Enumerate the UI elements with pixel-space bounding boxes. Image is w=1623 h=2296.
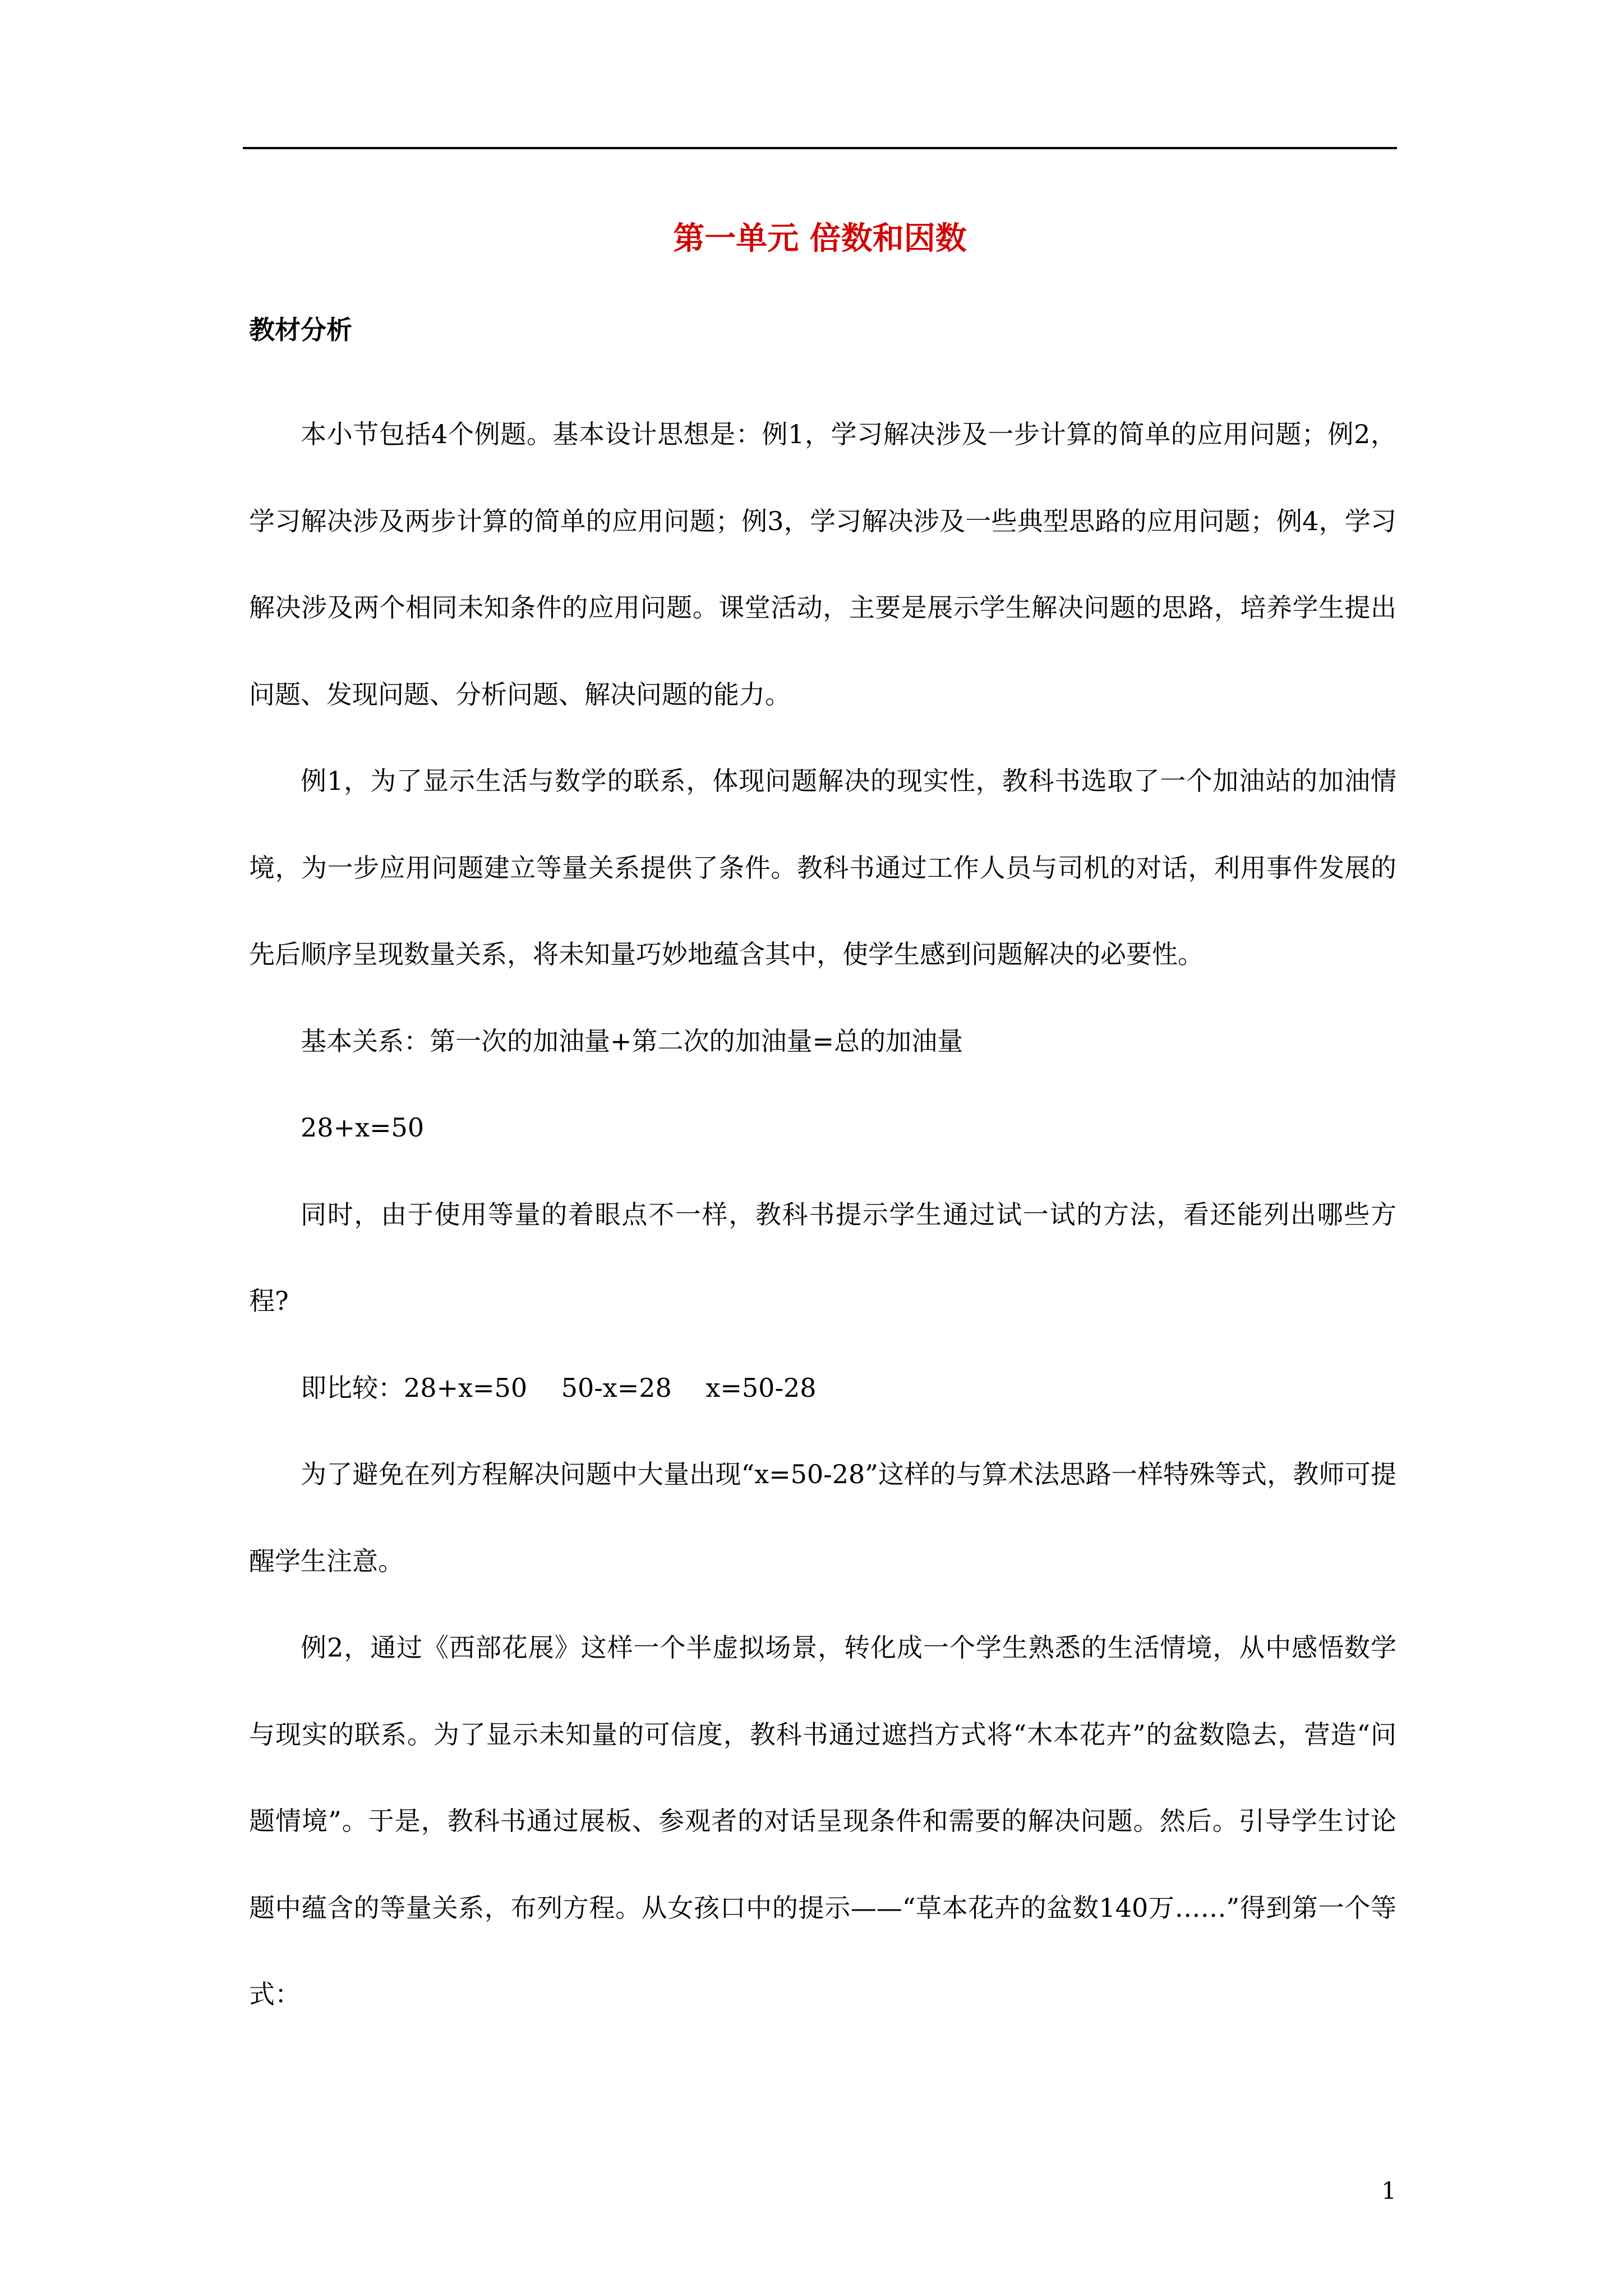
paragraph-example-1: 例1，为了显示生活与数学的联系，体现问题解决的现实性，教科书选取了一个加油站的加油情境，为一步应用问题建立等量关系提供了条件。教科书通过工作人员与司机的对话，利用事件发展的先后顺序呈现数量关系，将未知量巧妙地蕴含其中，使学生感到问题解决的必要性。 (249, 766, 1396, 969)
paragraph-example-2: 例2，通过《西部花展》这样一个半虚拟场景，转化成一个学生熟悉的生活情境，从中感悟数学与现实的联系。为了显示未知量的可信度，教科书通过遮挡方式将“木本花卉”的盆数隐去，营造“问题情境”。于是，教科书通过展板、参观者的对话呈现条件和需要的解决问题。然后。引导学生讨论题中蕴含的等量关系，布列方程。从女孩口中的提示——“草本花卉的盆数140万……”得到第一个等式： (249, 1632, 1396, 2009)
page-title: 第一单元 倍数和因数 (673, 220, 967, 257)
paragraph-teacher-note: 为了避免在列方程解决问题中大量出现“x=50-28”这样的与算术法思路一样特殊等式，教师可提醒学生注意。 (249, 1459, 1396, 1576)
paragraph-other-equations: 同时，由于使用等量的着眼点不一样，教科书提示学生通过试一试的方法，看还能列出哪些方程? (249, 1199, 1396, 1316)
body-text (249, 391, 1396, 2038)
paragraph-overview: 本小节包括4个例题。基本设计思想是：例1，学习解决涉及一步计算的简单的应用问题；例2，学习解决涉及两步计算的简单的应用问题；例3，学习解决涉及一些典型思路的应用问题；例4，学习解决涉及两个相同未知条件的应用问题。课堂活动，主要是展示学生解决问题的思路，培养学生提出问题、发现问题、分析问题、解决问题的能力。 (249, 419, 1396, 710)
header-rule (243, 147, 1397, 149)
paragraph-basic-relation: 基本关系：第一次的加油量+第二次的加油量=总的加油量 (301, 1025, 963, 1056)
paragraph-comparison: 即比较：28+x=50 50-x=28 x=50-28 (301, 1372, 817, 1403)
paragraph-equation: 28+x=50 (301, 1112, 425, 1143)
section-heading: 教材分析 (249, 315, 352, 345)
page-number: 1 (1381, 2177, 1396, 2205)
